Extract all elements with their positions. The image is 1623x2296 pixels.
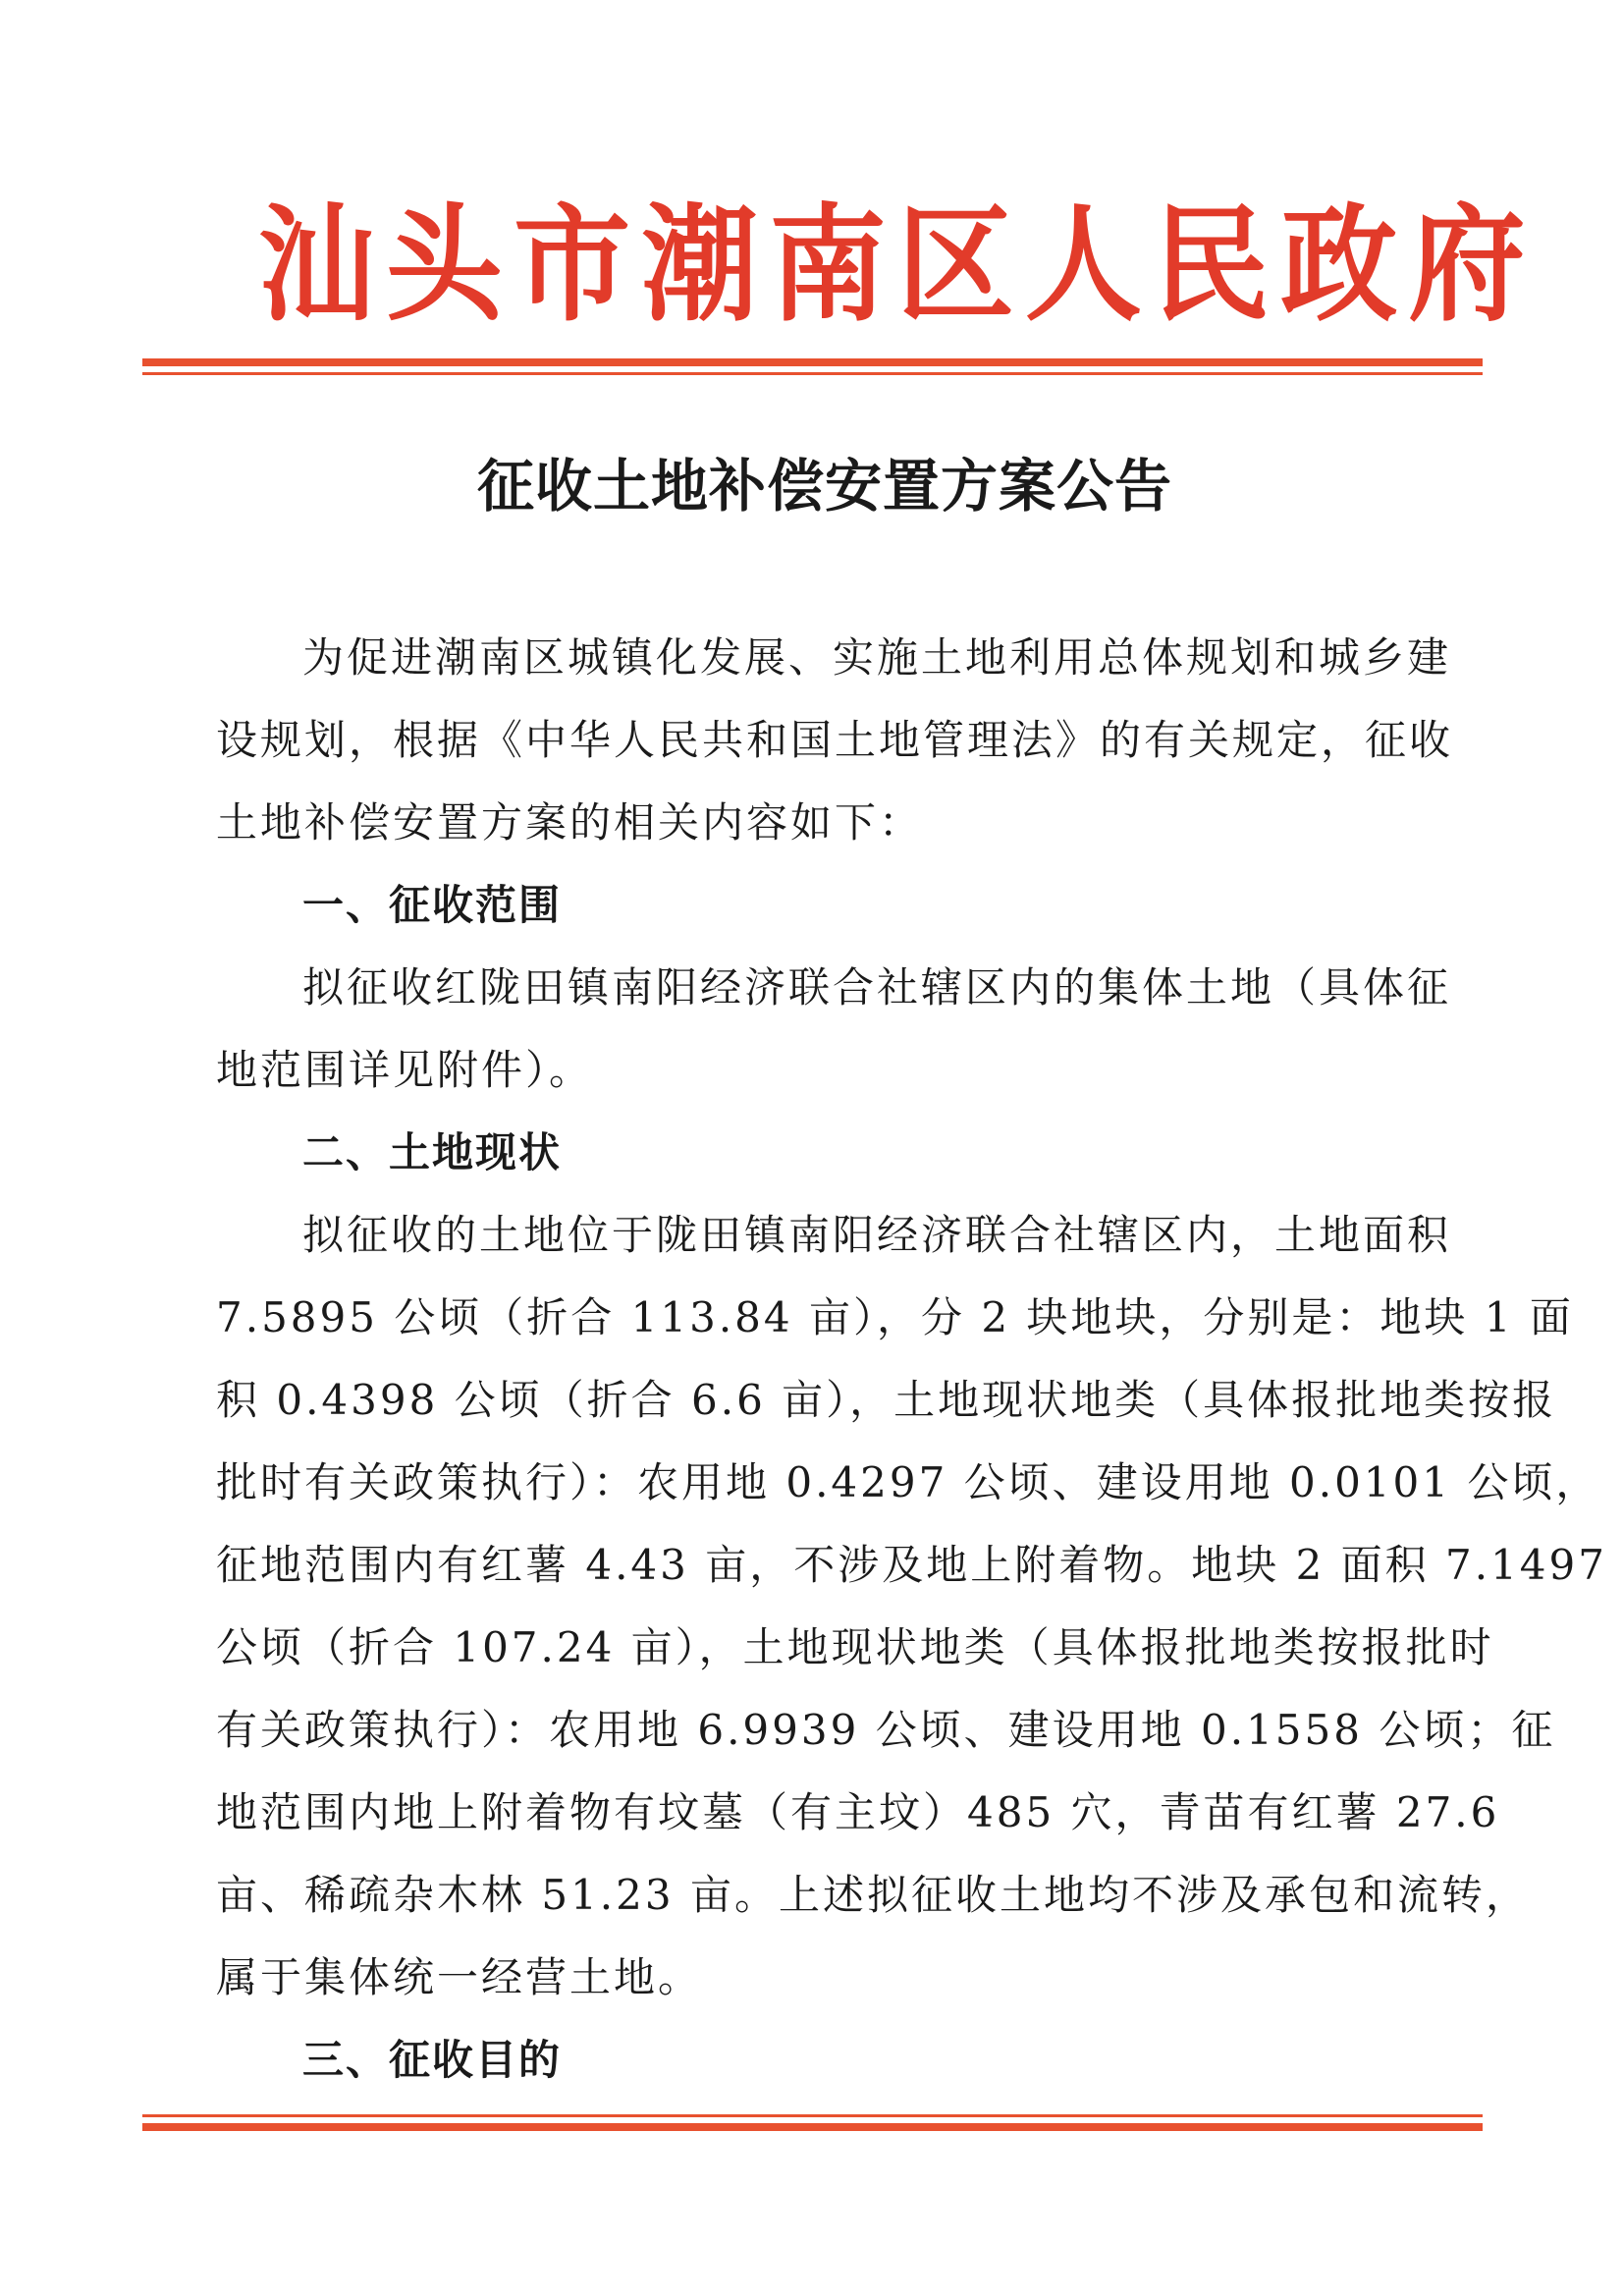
paragraph-line: 拟征收红陇田镇南阳经济联合社辖区内的集体土地（具体征 [302, 963, 1452, 1011]
paragraph-line: 属于集体统一经营土地。 [216, 1953, 703, 2001]
paragraph-line: 拟征收的土地位于陇田镇南阳经济联合社辖区内，土地面积 [302, 1211, 1452, 1259]
paragraph-line: 批时有关政策执行）：农用地 0.4297 公顷、建设用地 0.0101 公顷， [216, 1458, 1600, 1506]
section-heading: 一、征收范围 [302, 881, 563, 929]
paragraph-line: 土地补偿安置方案的相关内容如下： [216, 798, 924, 847]
paragraph-line: 积 0.4398 公顷（折合 6.6 亩），土地现状地类（具体报批地类按报 [216, 1376, 1557, 1424]
paragraph-line: 为促进潮南区城镇化发展、实施土地利用总体规划和城乡建 [302, 633, 1452, 682]
paragraph-line: 地范围详见附件）。 [216, 1046, 594, 1094]
footer-red-rule [142, 2114, 1483, 2131]
section-heading: 三、征收目的 [302, 2036, 563, 2084]
document-title: 征收土地补偿安置方案公告 [476, 453, 1172, 519]
paragraph-line: 有关政策执行）：农用地 6.9939 公顷、建设用地 0.1558 公顷；征 [216, 1706, 1556, 1754]
masthead-title: 汕头市潮南区人民政府 [257, 191, 1537, 339]
paragraph-line: 公顷（折合 107.24 亩），土地现状地类（具体报批地类按报批时 [216, 1623, 1494, 1671]
header-rule-thick [142, 358, 1483, 366]
paragraph-line: 设规划，根据《中华人民共和国土地管理法》的有关规定，征收 [216, 716, 1454, 764]
footer-rule-thick [142, 2123, 1483, 2131]
paragraph-line: 征地范围内有红薯 4.43 亩，不涉及地上附着物。地块 2 面积 7.1497 [216, 1541, 1607, 1589]
section-heading: 二、土地现状 [302, 1128, 563, 1176]
header-red-rule [142, 358, 1483, 375]
header-rule-thin [142, 372, 1483, 375]
paragraph-line: 亩、稀疏杂木林 51.23 亩。上述拟征收土地均不涉及承包和流转， [216, 1871, 1530, 1919]
paragraph-line: 7.5895 公顷（折合 113.84 亩），分 2 块地块，分别是：地块 1 面 [216, 1293, 1574, 1341]
paragraph-line: 地范围内地上附着物有坟墓（有主坟）485 穴，青苗有红薯 27.6 [216, 1788, 1500, 1836]
document-body [216, 617, 1607, 2102]
